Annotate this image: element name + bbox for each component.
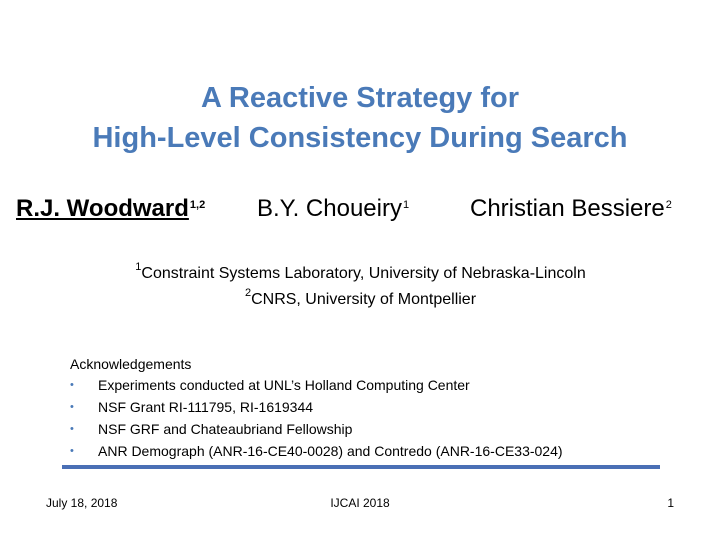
footer-conference: IJCAI 2018 — [330, 496, 390, 510]
bullet-icon: • — [70, 423, 74, 435]
bullet-icon: • — [70, 445, 74, 457]
footer-page-number: 1 — [667, 496, 674, 510]
bullet-icon: • — [70, 379, 74, 391]
author-choueiry — [257, 197, 409, 221]
author-bessiere — [470, 197, 672, 221]
author-name: B.Y. Choueiry — [257, 195, 402, 222]
affiliation-text: Constraint Systems Laboratory, University of Nebraska-Lincoln — [141, 265, 586, 282]
author-woodward — [16, 197, 205, 221]
affiliation-marker: 1 — [135, 261, 142, 273]
author-affiliation-marker: 2 — [665, 199, 672, 211]
affiliation-text: CNRS, University of Montpellier — [251, 291, 477, 308]
affiliation-1 — [0, 262, 720, 282]
author-affiliation-marker: 1,2 — [189, 199, 206, 211]
author-name: Christian Bessiere — [470, 195, 665, 222]
affiliation-2 — [0, 288, 720, 308]
author-affiliation-marker: 1 — [402, 199, 410, 211]
author-list — [0, 197, 720, 229]
list-item-text: NSF Grant RI-111795, RI-1619344 — [98, 399, 314, 415]
list-item-text: Experiments conducted at UNL’s Holland Computing Center — [98, 377, 470, 393]
affiliation-marker: 2 — [244, 287, 252, 299]
list-item-text: NSF GRF and Chateaubriand Fellowship — [98, 421, 353, 437]
slide-title-line-1: A Reactive Strategy for — [200, 82, 520, 114]
author-name: R.J. Woodward — [16, 195, 189, 222]
divider-rule — [62, 465, 660, 469]
bullet-icon: • — [70, 401, 74, 413]
acknowledgements-heading: Acknowledgements — [70, 356, 192, 372]
footer-date: July 18, 2018 — [46, 496, 118, 510]
slide-title-line-2: High-Level Consistency During Search — [92, 122, 628, 154]
list-item-text: ANR Demograph (ANR-16-CE40-0028) and Contredo (ANR-16-CE33-024) — [98, 443, 563, 459]
